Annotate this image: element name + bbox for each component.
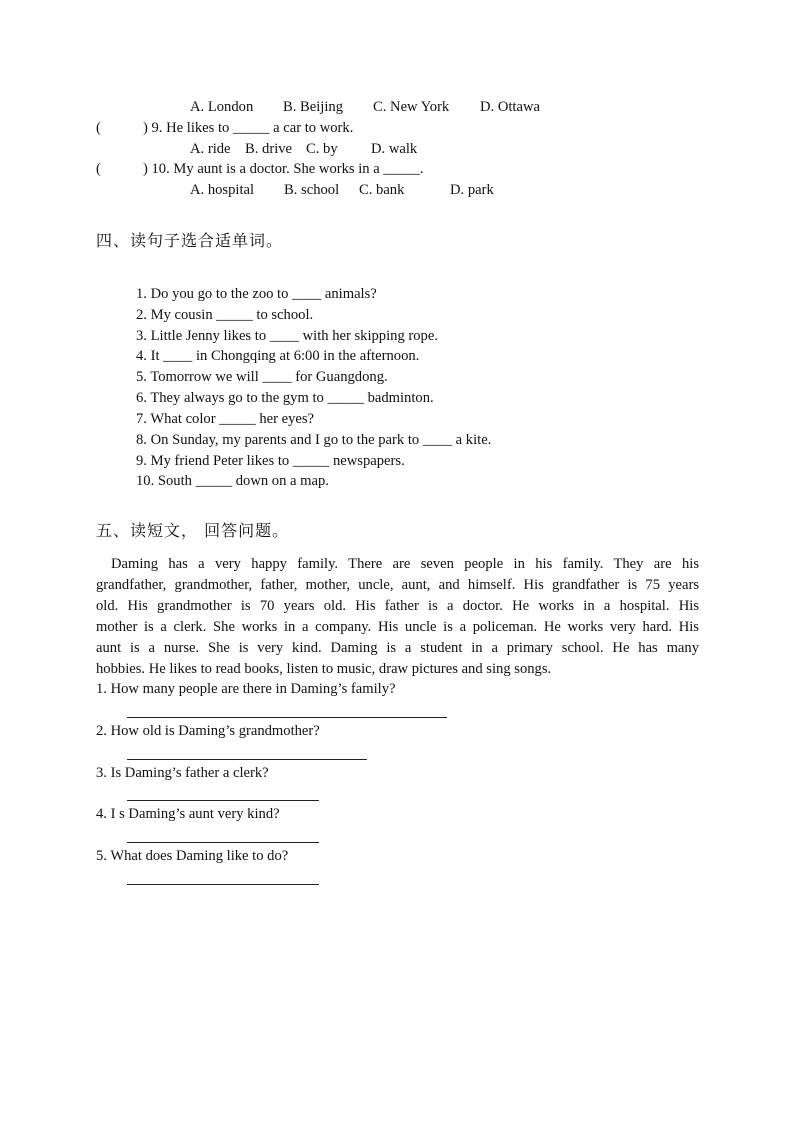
question-3: 3. Is Daming’s father a clerk? [96, 765, 269, 781]
q9-option-c: C. by [306, 141, 338, 157]
q9-option-b: B. drive [245, 141, 293, 157]
question-4: 4. I s Daming’s aunt very kind? [96, 806, 280, 822]
section5-title: 五、读短文， 回答问题。 [96, 521, 290, 540]
section4-item: 2. My cousin _____ to school. [136, 307, 314, 323]
answer-line-5[interactable] [127, 884, 319, 885]
q8-option-a: A. London [190, 99, 254, 115]
q10-option-d: D. park [450, 182, 494, 198]
section4-item: 4. It ____ in Chongqing at 6:00 in the afternoon. [136, 348, 420, 364]
q8-option-d: D. Ottawa [480, 99, 540, 115]
section4-item: 1. Do you go to the zoo to ____ animals? [136, 286, 377, 302]
question-5: 5. What does Daming like to do? [96, 848, 289, 864]
answer-line-4[interactable] [127, 842, 319, 843]
q10-stem: ) 10. My aunt is a doctor. She works in a _____. [143, 161, 424, 177]
section4-item: 9. My friend Peter likes to _____ newspapers. [136, 453, 405, 469]
passage-line: Daming has a very happy family. There are seven people in his family. They are his [111, 556, 699, 572]
answer-line-2[interactable] [127, 759, 367, 760]
answer-line-3[interactable] [127, 800, 319, 801]
q9-option-d: D. walk [371, 141, 418, 157]
q10-option-a: A. hospital [190, 182, 255, 198]
question-1: 1. How many people are there in Daming’s family? [96, 681, 396, 697]
passage-line: mother is a clerk. She works in a company. His uncle is a policeman. He works very hard. His [96, 619, 699, 635]
passage-line: grandfather, grandmother, father, mother, uncle, aunt, and himself. His grandfather is 75 years [96, 577, 699, 593]
passage-line: aunt is a nurse. She is very kind. Daming is a student in a primary school. He has many [96, 640, 699, 656]
passage-line: old. His grandmother is 70 years old. His father is a doctor. He works in a hospital. His [96, 598, 699, 614]
section4-item: 10. South _____ down on a map. [136, 473, 329, 489]
section4-item: 3. Little Jenny likes to ____ with her skipping rope. [136, 328, 438, 344]
q8-option-b: B. Beijing [283, 99, 343, 115]
passage-line: hobbies. He likes to read books, listen to music, draw pictures and sing songs. [96, 661, 552, 677]
q10-answer-paren: ( [96, 161, 101, 177]
q9-stem: ) 9. He likes to _____ a car to work. [143, 120, 354, 136]
section4-item: 5. Tomorrow we will ____ for Guangdong. [136, 369, 388, 385]
q10-option-c: C. bank [359, 182, 405, 198]
q8-option-c: C. New York [373, 99, 450, 115]
q10-option-b: B. school [284, 182, 340, 198]
q9-answer-paren: ( [96, 120, 101, 136]
section4-item: 8. On Sunday, my parents and I go to the park to ____ a kite. [136, 432, 492, 448]
q9-option-a: A. ride [190, 141, 231, 157]
section4-item: 6. They always go to the gym to _____ badminton. [136, 390, 434, 406]
section4-title: 四、读句子选合适单词。 [96, 231, 284, 250]
question-2: 2. How old is Daming’s grandmother? [96, 723, 320, 739]
section4-item: 7. What color _____ her eyes? [136, 411, 315, 427]
answer-line-1[interactable] [127, 717, 447, 718]
